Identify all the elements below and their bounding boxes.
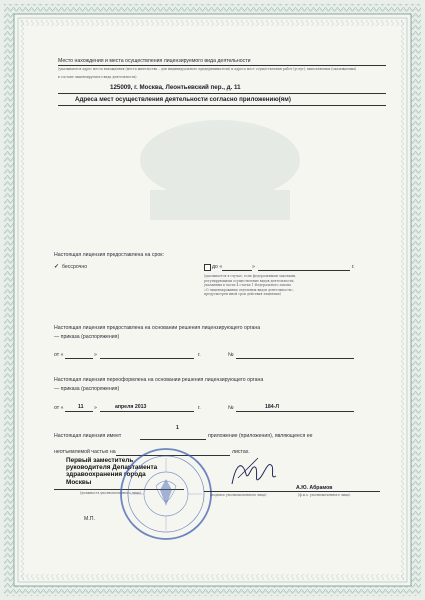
basis-from-prefix: от «	[54, 352, 64, 358]
background-emblem	[140, 120, 300, 220]
term-unlimited-check: ✓	[54, 263, 60, 270]
official-seal	[118, 446, 214, 542]
term-until-suffix: г.	[352, 264, 355, 270]
reissue-month-line	[100, 411, 194, 412]
reissue-from-prefix: от «	[54, 405, 64, 411]
signature-line	[204, 491, 300, 492]
position-caption: (должность уполномоченного лица)	[80, 491, 141, 495]
reissue-text-2: — приказа (распоряжения)	[54, 386, 120, 392]
reissue-number: 184-Л	[265, 404, 280, 410]
reissue-number-line	[236, 411, 354, 412]
term-note: (указывается в случае, если федеральными законами, регулирующими осуществление видов деятельности, указанных в части 4 статьи 1 Федерального закона «О лицензировании отдельных видов деятельности», предусмотрен иной срок действия лицензии)	[204, 274, 297, 297]
address-underline	[58, 93, 386, 94]
term-label: Настоящая лицензия предоставлена на срок:	[54, 252, 164, 258]
signer-name: А.Ю. Абрамов	[296, 485, 333, 491]
reissue-number-sign: №	[228, 405, 234, 411]
basis-text-2: — приказа (распоряжения)	[54, 334, 120, 340]
appendix-tail-2: неотъемлемой частью на	[54, 449, 116, 455]
reissue-day: 11	[78, 404, 84, 410]
basis-day-line	[65, 358, 93, 359]
term-until-prefix: до «	[212, 264, 223, 270]
signature	[228, 454, 280, 492]
appendix-tail: приложение (приложения), являющееся ее	[208, 433, 313, 439]
reissue-text-1: Настоящая лицензия переоформлена на основании решения лицензирующего органа	[54, 377, 264, 383]
location-header-underline	[58, 65, 386, 66]
appendix-count-line	[140, 439, 206, 440]
reissue-month-year: апреля 2013	[115, 404, 147, 410]
location-header-note-2: в составе лицензируемого вида деятельности)	[58, 75, 137, 79]
term-unlimited: бессрочно	[62, 264, 88, 270]
location-header-note-1: (указываются адрес места нахождения (места жительства – для индивидуального предпринимателя) и адреса мест осуществления работ (услуг), выполняемых (оказываемых)	[58, 67, 357, 71]
location-header: Место нахождения и места осуществления лицензируемого вида деятельности	[58, 58, 251, 64]
name-line	[288, 491, 380, 492]
address: 125009, г. Москва, Леонтьевский пер., д. 11	[110, 84, 241, 91]
term-month-line	[258, 270, 350, 271]
signature-caption: (подпись уполномоченного лица)	[210, 493, 267, 497]
basis-number-sign: №	[228, 352, 234, 358]
basis-number-line	[236, 358, 354, 359]
reissue-day-line	[65, 411, 93, 412]
seal-place: М.П.	[84, 516, 95, 522]
appendix-note-underline	[58, 105, 386, 106]
reissue-year-suffix: г.	[198, 405, 201, 411]
term-until-mid: »	[252, 264, 255, 270]
name-caption: (ф.и.о. уполномоченного лица)	[298, 493, 351, 497]
reissue-from-mid: »	[94, 405, 97, 411]
appendix-count: 1	[176, 425, 179, 431]
term-day-line	[222, 270, 252, 271]
term-until-checkbox	[204, 264, 211, 271]
signer-position: Первый заместитель руководителя Департамента здравоохранения города Москвы	[66, 457, 158, 486]
sheets-word: листах.	[232, 449, 250, 455]
basis-month-line	[100, 358, 194, 359]
appendix-note: Адреса мест осуществления деятельности согласно приложению(ям)	[75, 96, 291, 103]
basis-year-suffix: г.	[198, 352, 201, 358]
basis-from-mid: »	[94, 352, 97, 358]
appendix-has: Настоящая лицензия имеет	[54, 433, 122, 439]
basis-text-1: Настоящая лицензия предоставлена на основании решения лицензирующего органа	[54, 325, 261, 331]
